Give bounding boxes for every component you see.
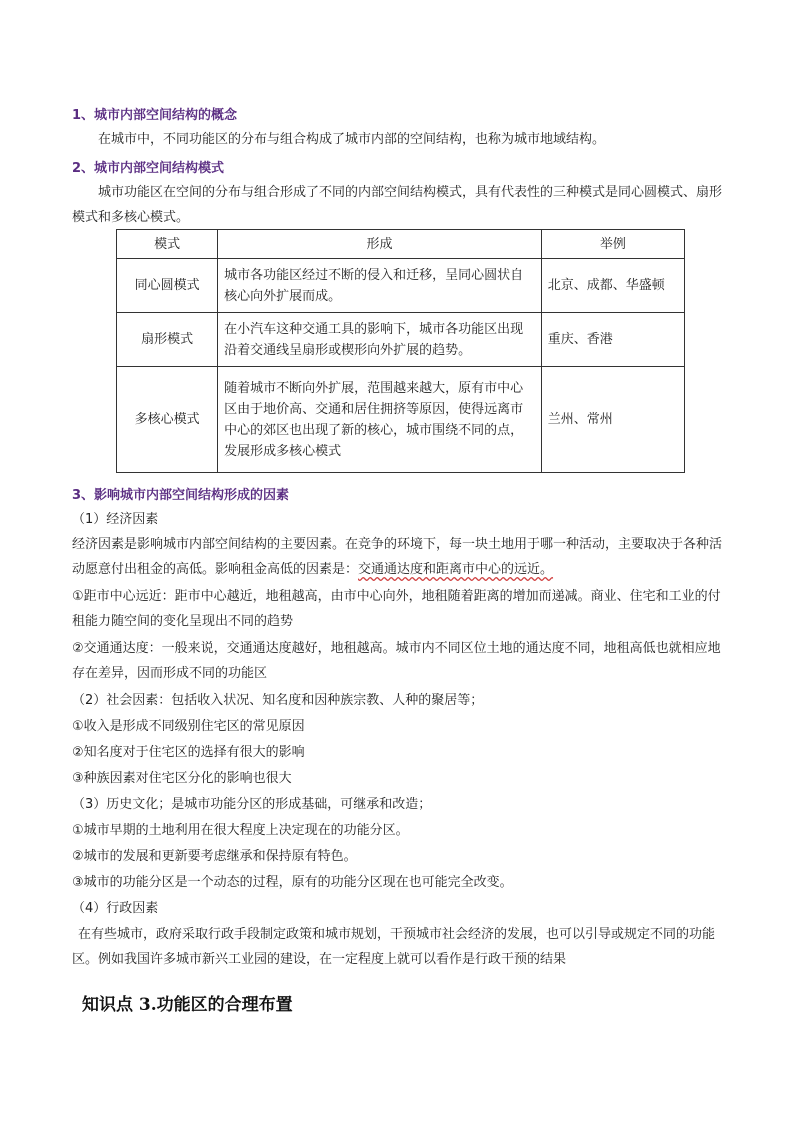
social-point-3: ③种族因素对住宅区分化的影响也很大 — [72, 771, 292, 786]
cell-formation: 随着城市不断向外扩展，范围越来越大，原有市中心区由于地价高、交通和居住拥挤等原因，使得远离市中心的郊区也出现了新的核心，城市围绕不同的点，发展形成多核心模式 — [218, 367, 542, 473]
cell-example: 兰州、常州 — [541, 367, 684, 473]
cell-mode: 多核心模式 — [117, 367, 218, 473]
table-row — [117, 367, 685, 473]
section-1-body: 在城市中，不同功能区的分布与组合构成了城市内部的空间结构，也称为城市地域结构。 — [98, 132, 606, 147]
header-example: 举例 — [541, 230, 684, 259]
social-point-2: ②知名度对于住宅区的选择有很大的影响 — [72, 745, 305, 760]
history-point-3: ③城市的功能分区是一个动态的过程，原有的功能分区现在也可能完全改变。 — [72, 875, 513, 890]
admin-factor-body: 在有些城市，政府采取行政手段制定政策和城市规划，干预城市社会经济的发展，也可以引导或规定不同的功能区。例如我国许多城市新兴工业园的建设，在一定程度上就可以看作是行政干预的结果 — [72, 927, 716, 967]
section-2-title: 2、城市内部空间结构模式 — [72, 161, 225, 176]
economic-factor-highlight: 交通通达度和距离市中心的远近。 — [358, 562, 554, 577]
admin-factor-title: （4）行政因素 — [72, 901, 159, 916]
social-factor-title: （2）社会因素：包括收入状况、知名度和因种族宗教、人种的聚居等； — [72, 693, 484, 708]
economic-point-1: ①距市中心远近：距市中心越近，地租越高，由市中心向外，地租随着距离的增加而递减。商业、住宅和工业的付租能力随空间的变化呈现出不同的趋势 — [72, 589, 721, 629]
social-point-1: ①收入是形成不同级别住宅区的常见原因 — [72, 719, 305, 734]
city-structure-modes-table — [116, 229, 685, 473]
cell-example: 重庆、香港 — [541, 313, 684, 367]
history-point-1: ①城市早期的土地利用在很大程度上决定现在的功能分区。 — [72, 823, 409, 838]
economic-factor-text: 经济因素是影响城市内部空间结构的主要因素。在竞争的环境下，每一块土地用于哪一种活动，主要取决于各种活动愿意付出租金的高低。影响租金高低的因素是： — [72, 537, 723, 577]
cell-mode: 扇形模式 — [117, 313, 218, 367]
cell-formation: 在小汽车这种交通工具的影响下，城市各功能区出现沿着交通线呈扇形或楔形向外扩展的趋势。 — [218, 313, 542, 367]
header-formation: 形成 — [218, 230, 542, 259]
history-factor-title: （3）历史文化；是城市功能分区的形成基础，可继承和改造； — [72, 797, 432, 812]
history-point-2: ②城市的发展和更新要考虑继承和保持原有特色。 — [72, 849, 357, 864]
section-2-body: 城市功能区在空间的分布与组合形成了不同的内部空间结构模式，具有代表性的三种模式是同心圆模式、扇形模式和多核心模式。 — [72, 185, 723, 225]
header-mode: 模式 — [117, 230, 218, 259]
table-row — [117, 259, 685, 313]
cell-mode: 同心圆模式 — [117, 259, 218, 313]
table-header-row — [117, 230, 685, 259]
economic-factor-body — [72, 532, 722, 582]
economic-point-2: ②交通通达度：一般来说，交通通达度越好，地租越高。城市内不同区位土地的通达度不同，地租高低也就相应地存在差异，因而形成不同的功能区 — [72, 641, 721, 681]
table-row — [117, 313, 685, 367]
knowledge-point-3-title: 知识点 3.功能区的合理布置 — [82, 995, 293, 1015]
economic-factor-title: （1）经济因素 — [72, 512, 159, 527]
cell-example: 北京、成都、华盛顿 — [541, 259, 684, 313]
section-3-title: 3、影响城市内部空间结构形成的因素 — [72, 488, 290, 503]
section-1-title: 1、城市内部空间结构的概念 — [72, 108, 238, 123]
cell-formation: 城市各功能区经过不断的侵入和迁移，呈同心圆状自核心向外扩展而成。 — [218, 259, 542, 313]
